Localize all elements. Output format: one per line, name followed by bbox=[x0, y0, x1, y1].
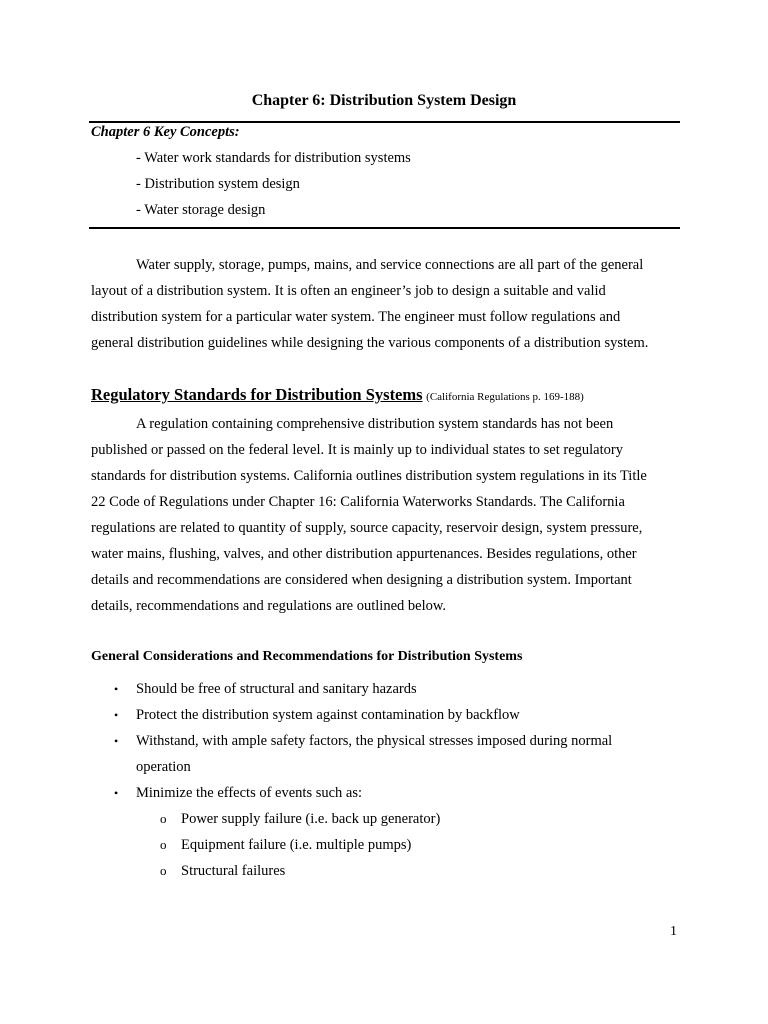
sub-list-item-text: Structural failures bbox=[181, 863, 286, 879]
top-rule bbox=[89, 121, 680, 123]
sub-list-item-text: Equipment failure (i.e. multiple pumps) bbox=[181, 837, 412, 853]
considerations-heading: General Considerations and Recommendations for Distribution Systems bbox=[91, 649, 523, 664]
sub-list-item bbox=[136, 806, 612, 832]
paragraph-line: regulations are related to quantity of supply, source capacity, reservoir design, system pressure, bbox=[91, 520, 643, 536]
circle-bullet-icon: o bbox=[160, 863, 167, 878]
key-concept-item: - Water work standards for distribution systems bbox=[136, 150, 411, 166]
paragraph-line: 22 Code of Regulations under Chapter 16: California Waterworks Standards. The California bbox=[91, 494, 625, 510]
list-item-text: Withstand, with ample safety factors, the physical stresses imposed during normal bbox=[136, 733, 613, 749]
paragraph-line: general distribution guidelines while designing the various components of a distribution system. bbox=[91, 335, 649, 351]
bullet-icon: • bbox=[114, 708, 119, 722]
section-heading bbox=[91, 385, 584, 405]
considerations-list bbox=[110, 676, 612, 884]
sub-list-item-text: Power supply failure (i.e. back up generator) bbox=[181, 811, 441, 827]
sub-list bbox=[136, 806, 612, 884]
list-item-text: Protect the distribution system against contamination by backflow bbox=[136, 707, 520, 723]
key-concepts-list bbox=[136, 149, 411, 227]
paragraph-line: Water supply, storage, pumps, mains, and service connections are all part of the general bbox=[136, 257, 644, 273]
bullet-icon: • bbox=[114, 734, 119, 748]
key-concept-item: - Distribution system design bbox=[136, 176, 300, 192]
paragraph-line: A regulation containing comprehensive distribution system standards has not been bbox=[136, 416, 614, 432]
list-item bbox=[110, 780, 612, 884]
chapter-title: Chapter 6: Distribution System Design bbox=[251, 92, 517, 109]
list-item-text: Should be free of structural and sanitary hazards bbox=[136, 681, 417, 697]
list-item bbox=[110, 728, 612, 780]
bullet-icon: • bbox=[114, 786, 119, 800]
list-item bbox=[110, 702, 612, 728]
paragraph-line: published or passed on the federal level. It is mainly up to individual states to set regulatory bbox=[91, 442, 623, 458]
sub-list-item bbox=[136, 858, 612, 884]
list-item bbox=[110, 676, 612, 702]
sub-list-item bbox=[136, 832, 612, 858]
section-reference: (California Regulations p. 169-188) bbox=[426, 391, 584, 403]
paragraph-line: layout of a distribution system. It is often an engineer’s job to design a suitable and valid bbox=[91, 283, 606, 299]
intro-paragraph bbox=[91, 252, 681, 356]
paragraph-line: distribution system for a particular water system. The engineer must follow regulations and bbox=[91, 309, 621, 325]
key-concepts-heading: Chapter 6 Key Concepts: bbox=[91, 124, 240, 140]
page-number: 1 bbox=[670, 924, 677, 939]
paragraph-line: standards for distribution systems. California outlines distribution system regulations in its Title bbox=[91, 468, 647, 484]
paragraph-line: water mains, flushing, valves, and other distribution appurtenances. Besides regulations, other bbox=[91, 546, 637, 562]
list-item-text: Minimize the effects of events such as: bbox=[136, 785, 363, 801]
circle-bullet-icon: o bbox=[160, 837, 167, 852]
paragraph-line: details and recommendations are considered when designing a distribution system. Important bbox=[91, 572, 632, 588]
paragraph-line: details, recommendations and regulations are outlined below. bbox=[91, 598, 447, 614]
bullet-icon: • bbox=[114, 682, 119, 696]
section-title: Regulatory Standards for Distribution Systems bbox=[91, 385, 423, 404]
key-concept-item: - Water storage design bbox=[136, 202, 266, 218]
bottom-rule bbox=[89, 227, 680, 229]
regulatory-paragraph bbox=[91, 411, 681, 619]
circle-bullet-icon: o bbox=[160, 811, 167, 826]
list-item-text-continued: operation bbox=[136, 759, 191, 775]
